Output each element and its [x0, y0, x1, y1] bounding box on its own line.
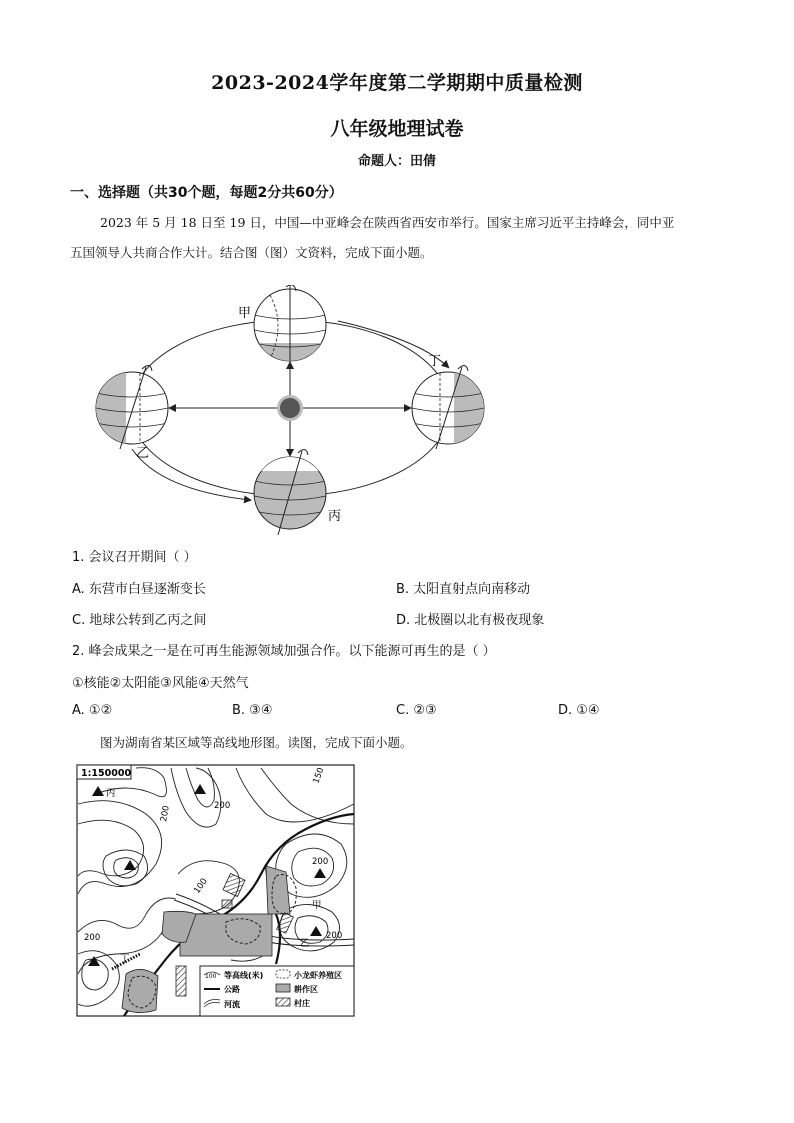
- contour-map: [76, 764, 356, 1018]
- legend-farmland: 耕作区: [294, 985, 318, 994]
- map-label-yi: 乙: [300, 938, 310, 949]
- legend-road: 公路: [224, 985, 240, 994]
- map-label-jia: 甲: [312, 900, 322, 911]
- label-150: 150: [311, 766, 327, 786]
- legend-river: 河流: [224, 1000, 240, 1009]
- intro-paragraph-2: [70, 730, 730, 756]
- label-200-a: 200: [214, 801, 231, 811]
- label-200-b: 200: [159, 804, 172, 823]
- section-heading: 一、选择题（共30个题，每题2分共60分）: [70, 185, 343, 201]
- label-yi: 乙: [136, 446, 150, 461]
- intro-paragraph-1: [70, 210, 730, 236]
- intro-line-1: 2023 年 5 月 18 日至 19 日，中国—中亚峰会在陕西省西安市举行。国家主席习近平主持峰会，同中亚: [100, 215, 675, 230]
- sun-icon: [277, 395, 303, 421]
- globe-ding: [412, 365, 484, 449]
- label-200-d: 200: [84, 933, 101, 943]
- legend-village: 村庄: [294, 999, 310, 1008]
- exam-subtitle: 八年级地理试卷: [330, 118, 464, 140]
- orbit-diagram: [90, 285, 490, 535]
- globe-jia: [254, 285, 326, 367]
- label-ding: 丁: [428, 354, 442, 369]
- question-2-option-a[interactable]: A. ①②: [72, 703, 113, 718]
- label-100: 100: [192, 876, 210, 896]
- question-1-option-c[interactable]: C. 地球公转到乙丙之间: [72, 613, 207, 628]
- legend-contour: 等高线(米): [224, 971, 264, 980]
- intro-line-2: 五国领导人共商合作大计。结合图（图）文资料，完成下面小题。: [70, 245, 433, 260]
- legend-crayfish: 小龙虾养殖区: [294, 971, 342, 980]
- question-2-stem: 2. 峰会成果之一是在可再生能源领域加强合作。以下能源可再生的是（ ）: [72, 644, 496, 659]
- map-label-bing: 丙: [106, 788, 116, 799]
- intro2-line-1: 图为湖南省某区域等高线地形图。读图，完成下面小题。: [100, 735, 413, 750]
- exam-author: 命题人：田倩: [357, 154, 436, 169]
- map-label-ding: 丁: [120, 954, 130, 965]
- question-2-option-d[interactable]: D. ①④: [558, 703, 600, 718]
- globe-bing: [254, 449, 326, 535]
- map-scale: 1:150000: [81, 768, 132, 779]
- intro-paragraph-1b: [70, 240, 730, 266]
- question-2-option-b[interactable]: B. ③④: [232, 703, 273, 718]
- svg-text:100: 100: [205, 973, 217, 980]
- globe-yi: [96, 365, 168, 449]
- label-jia: 甲: [238, 306, 252, 321]
- question-1-option-d[interactable]: D. 北极圈以北有极夜现象: [396, 613, 545, 628]
- question-2-option-c[interactable]: C. ②③: [396, 703, 437, 718]
- label-200-e: 200: [326, 931, 343, 941]
- question-1-option-a[interactable]: A. 东营市白昼逐渐变长: [72, 582, 206, 597]
- map-legend: [200, 966, 354, 1016]
- label-bing: 丙: [328, 509, 342, 524]
- question-1-stem: 1. 会议召开期间（ ）: [72, 550, 197, 565]
- label-200-c: 200: [312, 857, 329, 867]
- exam-title: 2023-2024学年度第二学期期中质量检测: [211, 72, 583, 94]
- question-1-option-b[interactable]: B. 太阳直射点向南移动: [396, 582, 531, 597]
- question-2-items: ①核能②太阳能③风能④天然气: [72, 676, 249, 691]
